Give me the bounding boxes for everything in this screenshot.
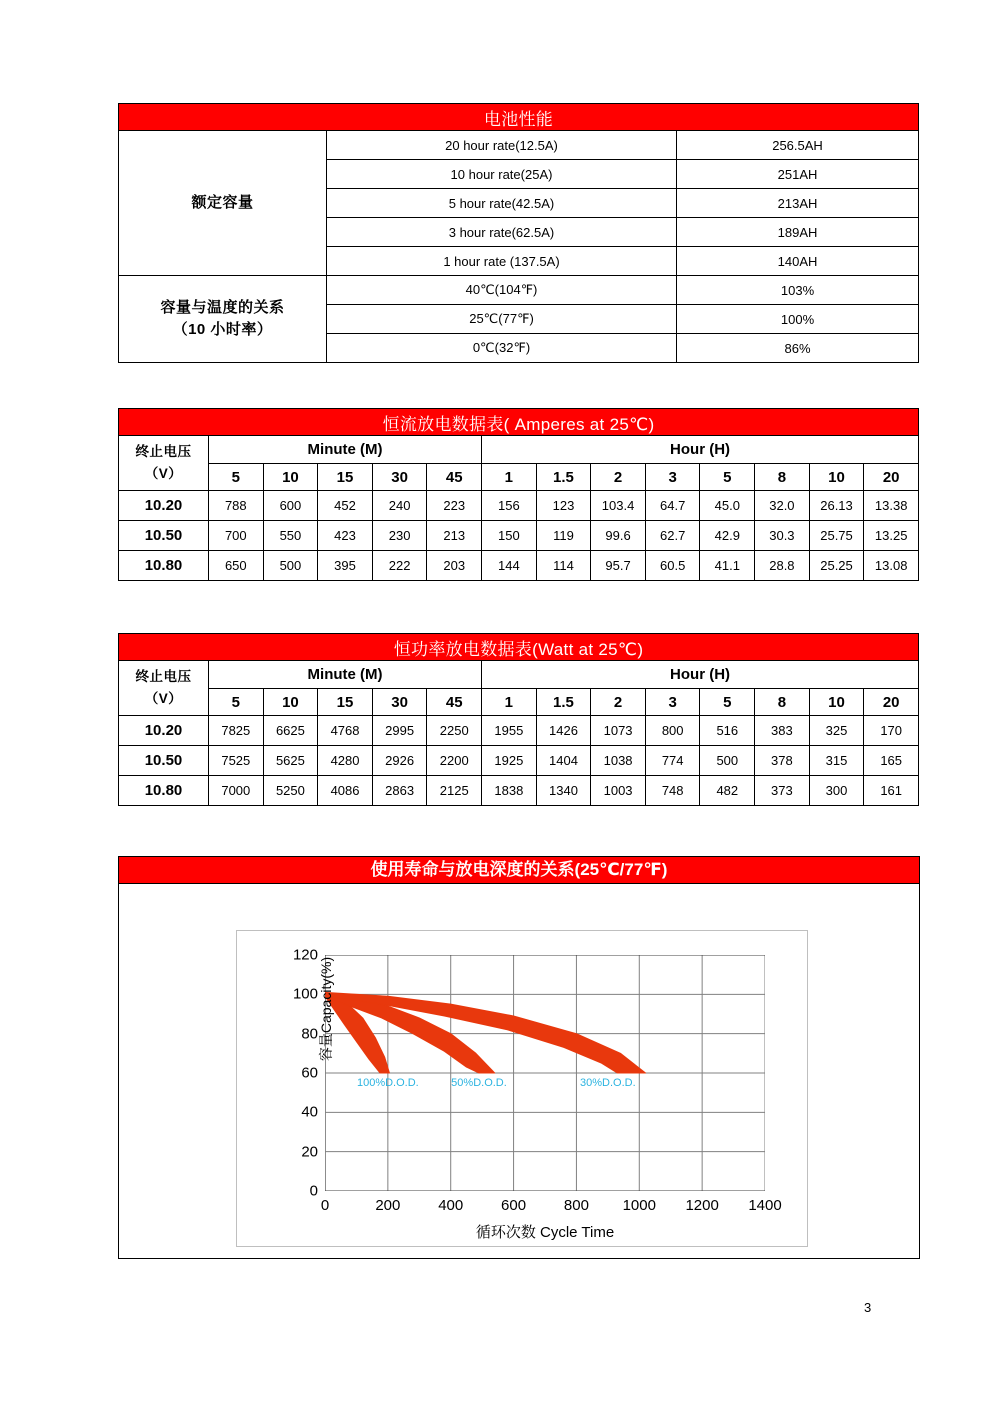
rated-capacity-label: 额定容量: [119, 131, 327, 276]
end-voltage-value: 10.80: [119, 551, 209, 581]
chart-x-tick: 800: [563, 1197, 589, 1214]
chart-x-tick: 1400: [748, 1197, 782, 1214]
discharge-value: 26.13: [809, 491, 864, 521]
hour-group-header: Hour (H): [482, 436, 919, 464]
chart-series-bands: [325, 992, 646, 1073]
column-header: 10: [263, 689, 318, 716]
discharge-value: 395: [318, 551, 373, 581]
temperature-value: 100%: [677, 305, 919, 334]
page-number: 3: [864, 1300, 872, 1315]
chart-y-tick: 40: [301, 1103, 318, 1121]
capacity-value: 213AH: [677, 189, 919, 218]
chart-x-tick: 200: [375, 1197, 401, 1214]
end-voltage-header-line2: （V）: [144, 691, 183, 706]
discharge-value: 1038: [591, 746, 646, 776]
discharge-value: 230: [372, 521, 427, 551]
discharge-value: 45.0: [700, 491, 755, 521]
chart-x-tick: 0: [320, 1197, 330, 1214]
end-voltage-header-line1: 终止电压: [135, 668, 192, 684]
column-header: 20: [864, 464, 919, 491]
capacity-value: 251AH: [677, 160, 919, 189]
discharge-value: 788: [209, 491, 264, 521]
discharge-value: 150: [482, 521, 537, 551]
discharge-value: 1073: [591, 716, 646, 746]
table2-title: 恒流放电数据表( Amperes at 25℃): [119, 409, 919, 436]
column-header: 1: [482, 464, 537, 491]
chart-y-tick: 60: [301, 1064, 318, 1082]
chart-dod-annotation: 100%D.O.D.: [356, 1076, 419, 1089]
column-header: 2: [591, 689, 646, 716]
chart-plot-area: [292, 946, 782, 1241]
capacity-condition: 10 hour rate(25A): [327, 160, 677, 189]
discharge-value: 223: [427, 491, 482, 521]
discharge-value: 800: [645, 716, 700, 746]
table-row: [119, 746, 919, 776]
column-header: 15: [318, 689, 373, 716]
table-group-header-row: [119, 436, 919, 464]
column-header: 2: [591, 464, 646, 491]
chart-gridlines: [325, 955, 765, 1191]
discharge-value: 25.25: [809, 551, 864, 581]
discharge-value: 2863: [372, 776, 427, 806]
column-header: 5: [700, 689, 755, 716]
discharge-value: 650: [209, 551, 264, 581]
chart-x-tick: 400: [438, 1197, 464, 1214]
discharge-value: 240: [372, 491, 427, 521]
temperature-value: 103%: [677, 276, 919, 305]
temperature-condition: 25℃(77℉): [327, 305, 677, 334]
discharge-value: 6625: [263, 716, 318, 746]
discharge-value: 13.38: [864, 491, 919, 521]
discharge-value: 315: [809, 746, 864, 776]
discharge-value: 383: [755, 716, 810, 746]
discharge-value: 41.1: [700, 551, 755, 581]
discharge-value: 1955: [482, 716, 537, 746]
column-header: 45: [427, 464, 482, 491]
capacity-condition: 1 hour rate (137.5A): [327, 247, 677, 276]
discharge-value: 25.75: [809, 521, 864, 551]
discharge-value: 4768: [318, 716, 373, 746]
discharge-value: 1340: [536, 776, 591, 806]
discharge-value: 500: [263, 551, 318, 581]
chart-y-axis-label: 容量Capacity(%): [318, 956, 334, 1062]
discharge-value: 119: [536, 521, 591, 551]
discharge-value: 516: [700, 716, 755, 746]
discharge-value: 144: [482, 551, 537, 581]
discharge-value: 161: [864, 776, 919, 806]
end-voltage-value: 10.20: [119, 491, 209, 521]
discharge-value: 500: [700, 746, 755, 776]
cycle-life-chart-block: [118, 856, 920, 1259]
discharge-value: 95.7: [591, 551, 646, 581]
discharge-value: 1838: [482, 776, 537, 806]
discharge-value: 42.9: [700, 521, 755, 551]
table-group-header-row: [119, 661, 919, 689]
table3-title: 恒功率放电数据表(Watt at 25℃): [119, 634, 919, 661]
chart-x-tick: 1200: [685, 1197, 719, 1214]
table-row: [119, 716, 919, 746]
column-header: 15: [318, 464, 373, 491]
capacity-condition: 20 hour rate(12.5A): [327, 131, 677, 160]
table-title-row: [119, 104, 919, 131]
discharge-value: 13.25: [864, 521, 919, 551]
table-row: [119, 276, 919, 305]
end-voltage-value: 10.20: [119, 716, 209, 746]
chart-y-tick: 100: [292, 985, 318, 1003]
discharge-value: 28.8: [755, 551, 810, 581]
column-header: 8: [755, 689, 810, 716]
table-subheader-row: [119, 689, 919, 716]
chart-x-tick: 1000: [622, 1197, 656, 1214]
cycle-life-chart-title: 使用寿命与放电深度的关系(25℃/77℉): [119, 857, 919, 884]
chart-body: [119, 884, 919, 1258]
end-voltage-header-line2: （V）: [144, 466, 183, 481]
column-header: 45: [427, 689, 482, 716]
chart-x-tick: 600: [501, 1197, 527, 1214]
column-header: 10: [809, 689, 864, 716]
capacity-condition: 3 hour rate(62.5A): [327, 218, 677, 247]
table-row: [119, 776, 919, 806]
constant-current-discharge-table: [118, 408, 919, 581]
discharge-value: 60.5: [645, 551, 700, 581]
discharge-value: 748: [645, 776, 700, 806]
column-header: 3: [645, 689, 700, 716]
discharge-value: 774: [645, 746, 700, 776]
discharge-value: 373: [755, 776, 810, 806]
chart-frame: [236, 930, 808, 1247]
table-row: [119, 551, 919, 581]
discharge-value: 452: [318, 491, 373, 521]
discharge-value: 300: [809, 776, 864, 806]
end-voltage-value: 10.50: [119, 746, 209, 776]
discharge-value: 30.3: [755, 521, 810, 551]
capacity-value: 189AH: [677, 218, 919, 247]
chart-svg: [325, 955, 765, 1191]
discharge-value: 7825: [209, 716, 264, 746]
end-voltage-header: [119, 436, 209, 491]
discharge-value: 99.6: [591, 521, 646, 551]
table-subheader-row: [119, 464, 919, 491]
table-row: [119, 491, 919, 521]
discharge-value: 600: [263, 491, 318, 521]
discharge-value: 4280: [318, 746, 373, 776]
chart-y-tick: 20: [301, 1143, 318, 1161]
chart-y-tick: 120: [292, 946, 318, 964]
discharge-value: 378: [755, 746, 810, 776]
chart-dod-annotation: 50%D.O.D.: [451, 1076, 507, 1089]
column-header: 10: [809, 464, 864, 491]
minute-group-header: Minute (M): [209, 661, 482, 689]
discharge-value: 165: [864, 746, 919, 776]
temperature-condition: 40℃(104℉): [327, 276, 677, 305]
chart-x-axis-label: 循环次数 Cycle Time: [475, 1224, 615, 1241]
chart-y-tick: 80: [301, 1025, 318, 1043]
hour-group-header: Hour (H): [482, 661, 919, 689]
capacity-temperature-label-line2: （10 小时率）: [172, 321, 273, 338]
table-title-row: [119, 634, 919, 661]
discharge-value: 2995: [372, 716, 427, 746]
column-header: 1.5: [536, 689, 591, 716]
column-header: 30: [372, 464, 427, 491]
discharge-value: 1404: [536, 746, 591, 776]
discharge-value: 156: [482, 491, 537, 521]
minute-group-header: Minute (M): [209, 436, 482, 464]
discharge-value: 5625: [263, 746, 318, 776]
discharge-value: 64.7: [645, 491, 700, 521]
column-header: 30: [372, 689, 427, 716]
battery-performance-title: 电池性能: [119, 104, 919, 131]
table-row: [119, 131, 919, 160]
column-header: 5: [209, 464, 264, 491]
battery-performance-table: [118, 103, 919, 363]
discharge-value: 123: [536, 491, 591, 521]
discharge-value: 103.4: [591, 491, 646, 521]
capacity-condition: 5 hour rate(42.5A): [327, 189, 677, 218]
constant-power-discharge-table: [118, 633, 919, 806]
discharge-value: 7000: [209, 776, 264, 806]
temperature-condition: 0℃(32℉): [327, 334, 677, 363]
discharge-value: 213: [427, 521, 482, 551]
discharge-value: 2926: [372, 746, 427, 776]
discharge-value: 1003: [591, 776, 646, 806]
discharge-value: 2125: [427, 776, 482, 806]
discharge-value: 2200: [427, 746, 482, 776]
end-voltage-value: 10.80: [119, 776, 209, 806]
chart-y-tick: 0: [309, 1182, 318, 1200]
end-voltage-header: [119, 661, 209, 716]
discharge-value: 7525: [209, 746, 264, 776]
discharge-value: 13.08: [864, 551, 919, 581]
discharge-value: 32.0: [755, 491, 810, 521]
table-row: [119, 521, 919, 551]
discharge-value: 550: [263, 521, 318, 551]
discharge-value: 203: [427, 551, 482, 581]
discharge-value: 5250: [263, 776, 318, 806]
column-header: 3: [645, 464, 700, 491]
discharge-value: 222: [372, 551, 427, 581]
column-header: 5: [209, 689, 264, 716]
discharge-value: 114: [536, 551, 591, 581]
discharge-value: 4086: [318, 776, 373, 806]
column-header: 10: [263, 464, 318, 491]
capacity-temperature-label-line1: 容量与温度的关系: [160, 298, 285, 316]
discharge-value: 1426: [536, 716, 591, 746]
column-header: 5: [700, 464, 755, 491]
table-title-row: [119, 409, 919, 436]
discharge-value: 700: [209, 521, 264, 551]
column-header: 8: [755, 464, 810, 491]
discharge-value: 325: [809, 716, 864, 746]
chart-dod-annotation: 30%D.O.D.: [580, 1076, 636, 1089]
temperature-value: 86%: [677, 334, 919, 363]
discharge-value: 62.7: [645, 521, 700, 551]
end-voltage-value: 10.50: [119, 521, 209, 551]
discharge-value: 482: [700, 776, 755, 806]
discharge-value: 423: [318, 521, 373, 551]
column-header: 1.5: [536, 464, 591, 491]
column-header: 20: [864, 689, 919, 716]
capacity-temperature-label: [119, 276, 327, 363]
discharge-value: 1925: [482, 746, 537, 776]
end-voltage-header-line1: 终止电压: [135, 443, 192, 459]
discharge-value: 170: [864, 716, 919, 746]
capacity-value: 256.5AH: [677, 131, 919, 160]
column-header: 1: [482, 689, 537, 716]
discharge-value: 2250: [427, 716, 482, 746]
capacity-value: 140AH: [677, 247, 919, 276]
